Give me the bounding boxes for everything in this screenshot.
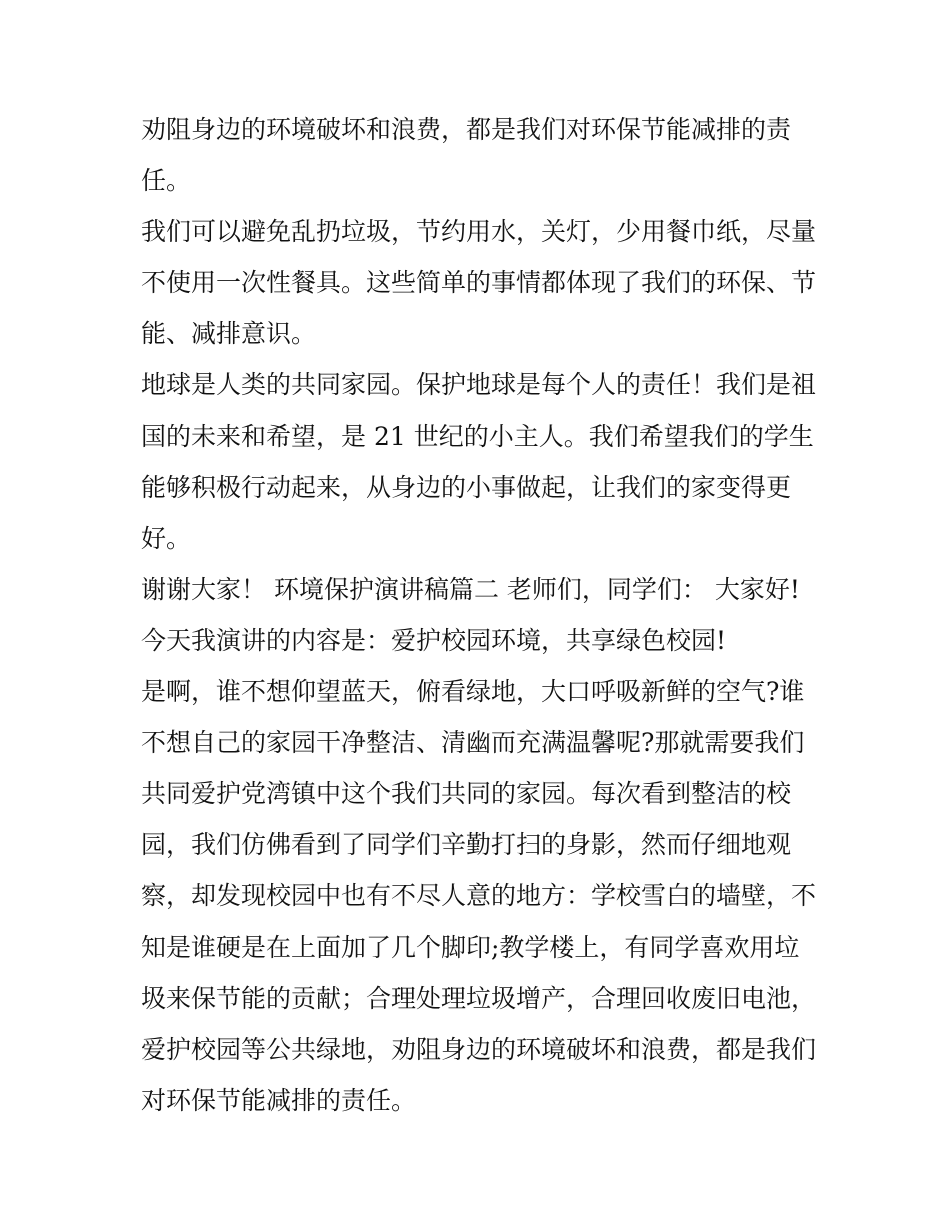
text-line: 能、减排意识。 xyxy=(141,319,317,349)
text-line: 圾来保节能的贡献；合理处理垃圾增产，合理回收废旧电池， xyxy=(141,983,817,1013)
text-line: 共同爱护党湾镇中这个我们共同的家园。每次看到整洁的校 xyxy=(141,779,792,809)
text-line: 知是谁硬是在上面加了几个脚印;教学楼上，有同学喜欢用垃 xyxy=(141,932,800,962)
text-line: 我们可以避免乱扔垃圾，节约用水，关灯，少用餐巾纸，尽量 xyxy=(141,217,817,247)
text-line: 谢谢大家！ 环境保护演讲稿篇二 老师们，同学们： 大家好! xyxy=(141,574,800,604)
text-line: 园，我们仿佛看到了同学们辛勤打扫的身影，然而仔细地观 xyxy=(141,830,792,860)
text-line: 劝阻身边的环境破坏和浪费，都是我们对环保节能减排的责 xyxy=(141,115,792,144)
text-line: 地球是人类的共同家园。保护地球是每个人的责任！我们是祖 xyxy=(141,370,817,400)
text-line: 对环保节能减排的责任。 xyxy=(141,1085,417,1115)
text-line: 不使用一次性餐具。这些简单的事情都体现了我们的环保、节 xyxy=(141,268,817,298)
text-line: 察，却发现校园中也有不尽人意的地方：学校雪白的墙壁，不 xyxy=(141,881,817,911)
text-line: 不想自己的家园干净整洁、清幽而充满温馨呢?那就需要我们 xyxy=(141,728,805,758)
text-line: 爱护校园等公共绿地，劝阻身边的环境破坏和浪费，都是我们 xyxy=(141,1034,817,1064)
text-line: 是啊，谁不想仰望蓝天，俯看绿地，大口呼吸新鲜的空气?谁 xyxy=(141,677,805,707)
text-line: 好。 xyxy=(141,523,192,553)
text-line: 任。 xyxy=(141,166,192,196)
text-line: 国的未来和希望，是 21 世纪的小主人。我们希望我们的学生 xyxy=(141,421,814,451)
text-line: 能够积极行动起来，从身边的小事做起，让我们的家变得更 xyxy=(141,472,792,502)
text-line: 今天我演讲的内容是：爱护校园环境，共享绿色校园! xyxy=(141,625,727,655)
document-body xyxy=(141,104,821,1126)
